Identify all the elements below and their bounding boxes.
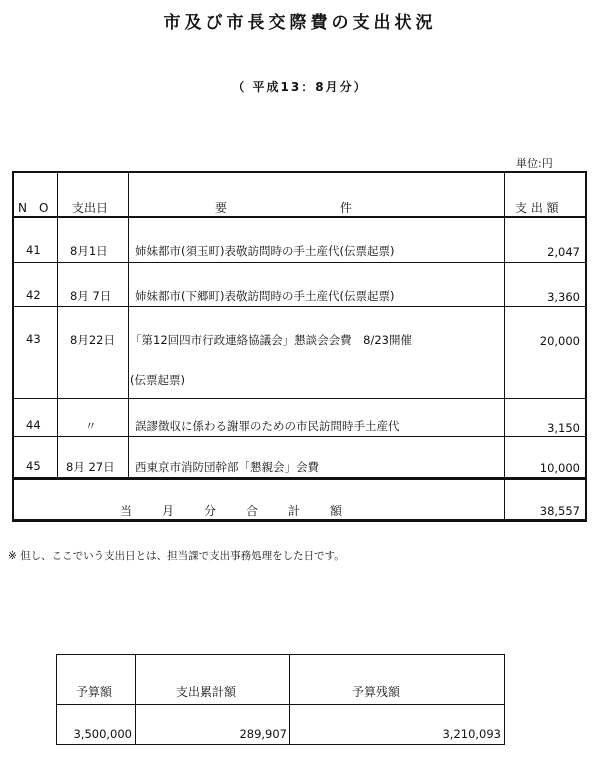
row-date: 8月 27日 [66, 460, 115, 474]
table-border [57, 171, 58, 479]
row-item: 西東京市消防団幹部「懇親会」会費 [135, 460, 319, 474]
row-date: 8月 7日 [70, 289, 112, 303]
row-amount: 3,360 [547, 290, 580, 304]
budget-table-border [56, 654, 57, 745]
row-item: 「第12回四市行政連絡協議会」懇談会会費 8/23開催 [130, 333, 412, 347]
row-item: 姉妹都市(須玉町)表敬訪問時の手土産代(伝票起票) [135, 244, 395, 258]
table-border [585, 171, 587, 522]
row-no: 45 [26, 459, 41, 473]
total-amount: 38,557 [539, 504, 580, 518]
row-no: 44 [26, 418, 41, 432]
budget-table-border [56, 704, 505, 705]
row-date: 8月22日 [70, 333, 115, 347]
budget-table-border [135, 654, 136, 745]
row-no: 43 [26, 332, 41, 346]
budget-table-border [289, 654, 290, 745]
table-border [12, 519, 587, 522]
table-border [12, 171, 587, 173]
table-border [128, 171, 129, 479]
header-no: N O [18, 201, 49, 215]
row-amount: 3,150 [547, 421, 580, 435]
row-no: 42 [26, 288, 41, 302]
total-label: 当 月 分 合 計 額 [120, 504, 345, 518]
row-amount: 10,000 [539, 461, 580, 475]
budget-table-border [56, 654, 505, 655]
budget-header-remaining: 予算残額 [352, 685, 401, 699]
table-border [12, 306, 587, 307]
footnote: ※ 但し、ここでいう支出日とは、担当課で支出事務処理をした日です。 [8, 550, 345, 562]
table-border [12, 398, 587, 399]
budget-table-border [56, 744, 505, 745]
row-amount: 2,047 [547, 245, 580, 259]
budget-table-border [504, 654, 505, 745]
header-item-b: 件 [340, 201, 353, 215]
row-item: 姉妹都市(下郷町)表敬訪問時の手土産代(伝票起票) [135, 289, 395, 303]
header-amount: 支 出 額 [515, 201, 559, 215]
table-border [12, 216, 587, 218]
row-amount: 20,000 [539, 334, 580, 348]
budget-header-cumulative: 支出累計額 [176, 685, 237, 699]
budget-value-cumulative: 289,907 [239, 727, 287, 741]
table-border [12, 171, 14, 522]
unit-label: 単位:円 [516, 157, 553, 170]
header-item-a: 要 [215, 201, 228, 215]
row-no: 41 [26, 243, 41, 257]
header-date: 支出日 [72, 201, 109, 215]
table-border [12, 477, 587, 480]
table-border [12, 262, 587, 263]
page-subtitle: （ 平成13：8月分） [232, 80, 368, 94]
budget-value-amount: 3,500,000 [73, 727, 132, 741]
budget-header-amount: 予算額 [76, 685, 113, 699]
table-border [12, 436, 587, 437]
page-title: 市及び市長交際費の支出状況 [163, 13, 437, 33]
budget-value-remaining: 3,210,093 [442, 727, 501, 741]
row-item-continued: (伝票起票) [130, 373, 185, 387]
row-date: 〃 [85, 419, 97, 433]
row-item: 誤謬徴収に係わる謝罪のための市民訪問時手土産代 [135, 419, 400, 433]
row-date: 8月1日 [70, 244, 108, 258]
